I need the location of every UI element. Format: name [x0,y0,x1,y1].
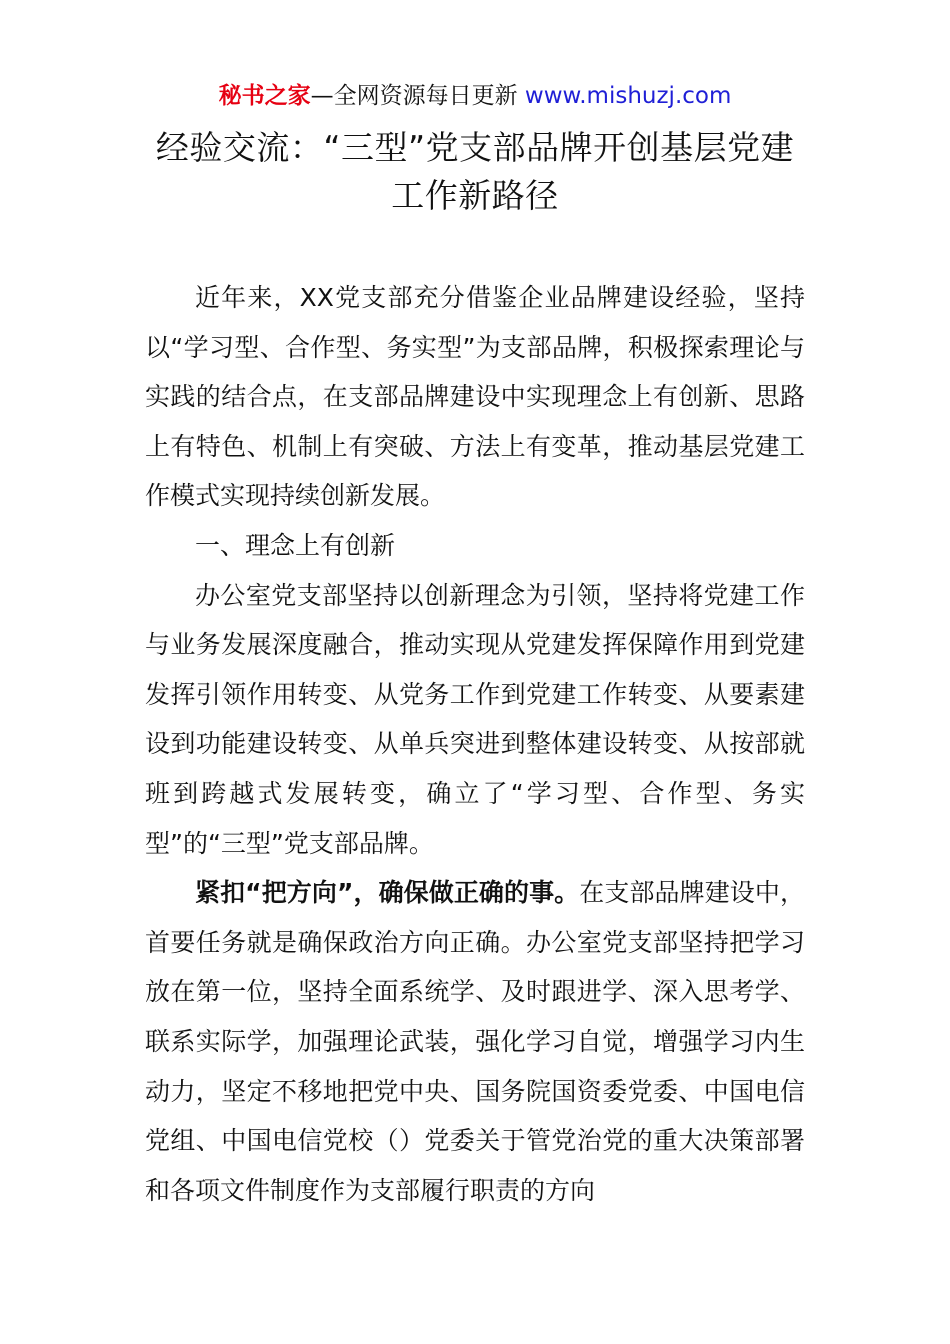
site-name: 秘书之家 [218,83,311,109]
paragraph-direction-text: 在支部品牌建设中，首要任务就是确保政治方向正确。办公室党支部坚持把学习放在第一位，坚持全面系统学、及时跟进学、深入思考学、联系实际学，加强理论武装，强化学习自觉，增强学习内生动力，坚定不移地把党中央、国务院国资委党委、中国电信党组、中国电信党校（）党委关于管党治党的重大决策部署和各项文件制度作为支部履行职责的方向 [145,878,805,1205]
section-heading: 一、理念上有创新 [195,530,396,560]
document-body [145,273,805,1215]
paragraph-lead: 紧扣“把方向”，确保做正确的事。 [195,878,580,908]
site-header [0,80,950,112]
site-tagline: —全网资源每日更新 [310,83,518,109]
paragraph-intro: 近年来，XX党支部充分借鉴企业品牌建设经验，坚持以“学习型、合作型、务实型”为支部品牌，积极探索理论与实践的结合点，在支部品牌建设中实现理念上有创新、思路上有特色、机制上有突破、方法上有变革，推动基层党建工作模式实现持续创新发展。 [145,283,805,511]
paragraph-innovation: 办公室党支部坚持以创新理念为引领，坚持将党建工作与业务发展深度融合，推动实现从党建发挥保障作用到党建发挥引领作用转变、从党务工作到党建工作转变、从要素建设到功能建设转变、从单兵突进到整体建设转变、从按部就班到跨越式发展转变，确立了“学习型、合作型、务实型”的“三型”党支部品牌。 [145,580,805,858]
document-title: 经验交流：“三型”党支部品牌开创基层党建工作新路径 [155,128,795,215]
site-url-link[interactable]: www.mishuzj.com [524,83,732,109]
paragraph-direction [145,868,805,1215]
